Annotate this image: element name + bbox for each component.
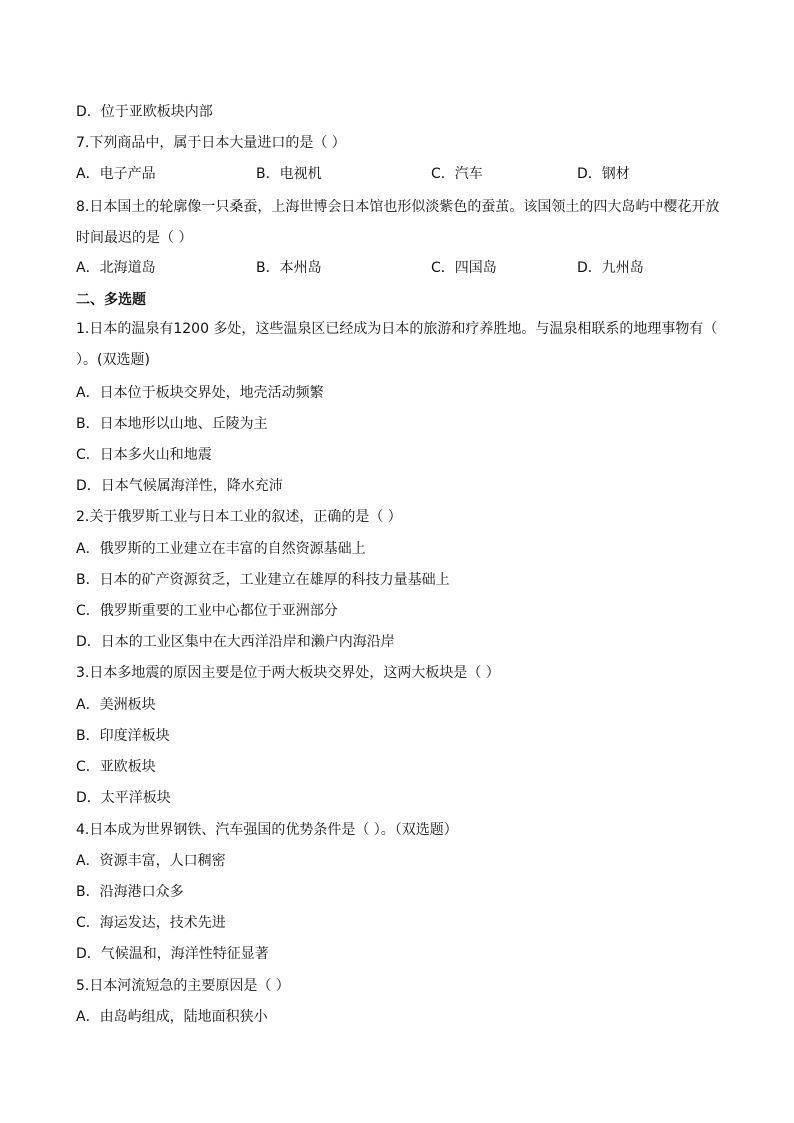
m1-option-a: A．日本位于板块交界处，地壳活动频繁	[76, 385, 324, 401]
m1-option-d: D．日本气候属海洋性，降水充沛	[76, 478, 283, 494]
q8-option-d: D．九州岛	[577, 260, 644, 276]
q7-option-a: A．电子产品	[76, 166, 156, 182]
m2-stem: 2.关于俄罗斯工业与日本工业的叙述，正确的是（ ）	[76, 509, 402, 525]
m3-option-a: A．美洲板块	[76, 697, 156, 713]
m4-option-a: A．资源丰富，人口稠密	[76, 853, 226, 869]
m4-option-c: C．海运发达，技术先进	[76, 915, 226, 931]
q8-option-b: B．本州岛	[256, 260, 322, 276]
m3-option-c: C．亚欧板块	[76, 759, 156, 775]
m2-option-c: C．俄罗斯重要的工业中心都位于亚洲部分	[76, 603, 338, 619]
m5-stem: 5.日本河流短急的主要原因是（ ）	[76, 978, 290, 994]
q6-option-d: D．位于亚欧板块内部	[76, 104, 213, 120]
m3-stem: 3.日本多地震的原因主要是位于两大板块交界处，这两大板块是（ ）	[76, 665, 500, 681]
m1-stem: 1.日本的温泉有1200 多处，这些温泉区已经成为日本的旅游和疗养胜地。与温泉相联系的地理事物有（ ）。(双选题)	[76, 321, 718, 368]
m4-option-d: D．气候温和，海洋性特征显著	[76, 946, 269, 962]
m5-option-a: A．由岛屿组成，陆地面积狭小	[76, 1009, 268, 1025]
m2-option-a: A．俄罗斯的工业建立在丰富的自然资源基础上	[76, 541, 366, 557]
q8-stem: 8.日本国土的轮廓像一只桑蚕，上海世博会日本馆也形似淡紫色的蚕茧。该国领土的四大岛屿中樱花开放时间最迟的是（ ）	[76, 199, 720, 246]
section-title-multiple-choice: 二、多选题	[76, 292, 146, 308]
q7-stem: 7.下列商品中，属于日本大量进口的是（ ）	[76, 135, 346, 151]
m2-option-d: D．日本的工业区集中在大西洋沿岸和濑户内海沿岸	[76, 634, 395, 650]
m1-option-b: B．日本地形以山地、丘陵为主	[76, 416, 268, 432]
q8-option-a: A．北海道岛	[76, 260, 156, 276]
q7-option-d: D．钢材	[577, 166, 630, 182]
m4-option-b: B．沿海港口众多	[76, 884, 184, 900]
m1-option-c: C．日本多火山和地震	[76, 447, 212, 463]
m4-stem: 4.日本成为世界钢铁、汽车强国的优势条件是（ ）。（双选题）	[76, 822, 458, 838]
m2-option-b: B．日本的矿产资源贫乏，工业建立在雄厚的科技力量基础上	[76, 572, 450, 588]
m3-option-d: D．太平洋板块	[76, 790, 171, 806]
q8-option-c: C．四国岛	[431, 260, 497, 276]
q7-option-c: C．汽车	[431, 166, 483, 182]
q7-option-b: B．电视机	[256, 166, 322, 182]
m3-option-b: B．印度洋板块	[76, 728, 170, 744]
